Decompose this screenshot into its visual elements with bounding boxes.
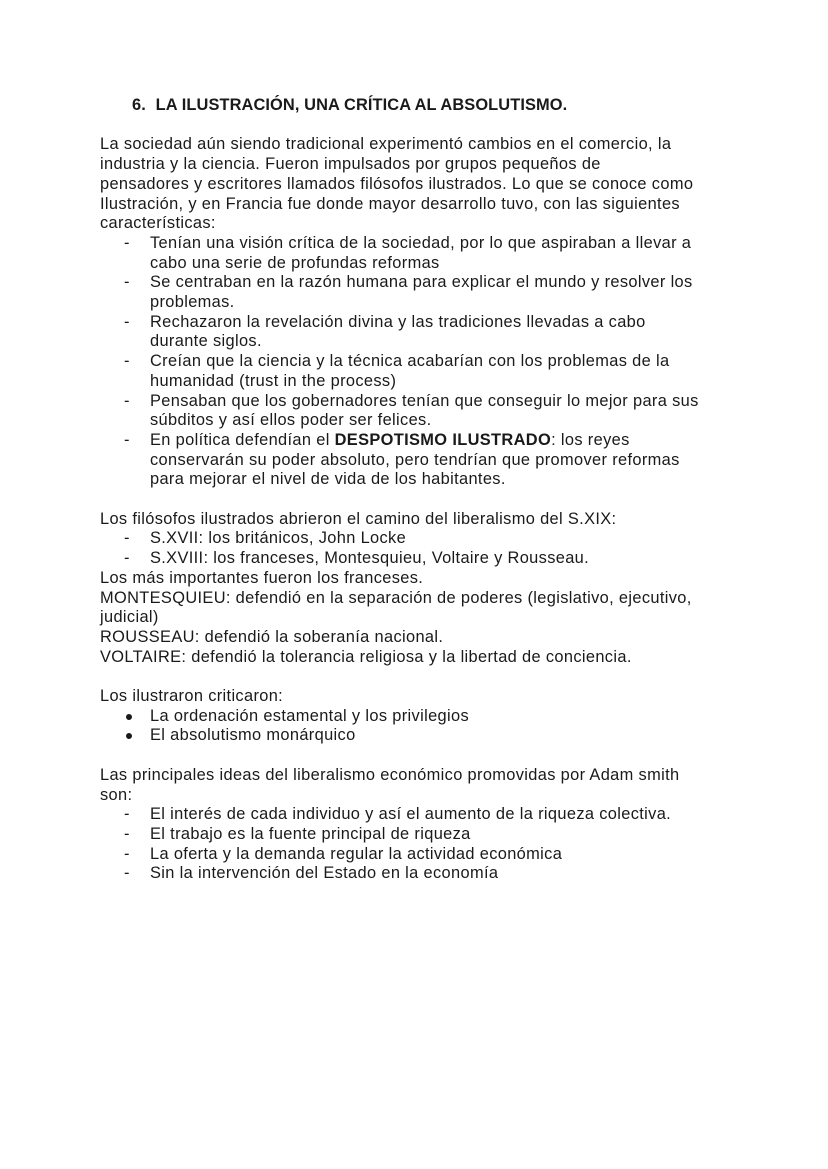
list-item: - El interés de cada individuo y así el aumento de la riqueza colectiva.	[124, 805, 672, 824]
characteristics-list	[100, 234, 740, 490]
text-line: ROUSSEAU: defendió la soberanía nacional.	[100, 627, 444, 646]
list-item: - S.XVIII: los franceses, Montesquieu, Voltaire y Rousseau.	[124, 549, 590, 568]
bold-term: DESPOTISMO ILUSTRADO	[334, 430, 552, 449]
philosophers-list	[100, 529, 740, 568]
philosophers-intro: Los filósofos ilustrados abrieron el camino del liberalismo del S.XIX:	[100, 509, 617, 528]
list-item: - Pensaban que los gobernadores tenían que conseguir lo mejor para sus súbditos y así ellos poder ser felices.	[124, 391, 699, 430]
bullet-icon	[126, 714, 132, 720]
list-item: - Tenían una visión crítica de la sociedad, por lo que aspiraban a llevar a cabo una serie de profundas reformas	[124, 233, 692, 272]
section-heading	[100, 96, 740, 116]
economy-intro: Las principales ideas del liberalismo económico promovidas por Adam smith son:	[100, 765, 680, 804]
list-item: - Creían que la ciencia y la técnica acabarían con los problemas de la humanidad (trust in the process)	[124, 352, 670, 390]
list-item: - Sin la intervención del Estado en la economía	[124, 864, 499, 883]
text-line: VOLTAIRE: defendió la tolerancia religiosa y la libertad de conciencia.	[100, 647, 632, 666]
list-item: - El trabajo es la fuente principal de riqueza	[124, 824, 471, 843]
heading-text: LA ILUSTRACIÓN, UNA CRÍTICA AL ABSOLUTISMO.	[155, 96, 568, 114]
criticism-intro: Los ilustraron criticaron:	[100, 687, 284, 706]
list-item: - Rechazaron la revelación divina y las tradiciones llevadas a cabo durante siglos.	[124, 312, 646, 351]
list-item: La ordenación estamental y los privilegios	[100, 707, 740, 727]
text-line: MONTESQUIEU: defendió en la separación de poderes (legislativo, ejecutivo, judicial)	[100, 588, 692, 627]
text-line: Los más importantes fueron los franceses.	[100, 568, 424, 587]
list-item: - La oferta y la demanda regular la actividad económica	[124, 844, 563, 863]
intro-paragraph: La sociedad aún siendo tradicional experimentó cambios en el comercio, la industria y la ciencia. Fueron impulsados por grupos pequeños de pensadores y escritores llamados filósofos ilustrados. Lo que se conoce como Ilustración, y en Francia fue donde mayor desarrollo tuvo, con las siguientes características:	[100, 135, 694, 233]
list-item: - S.XVII: los británicos, John Locke	[124, 529, 407, 548]
list-item: - Se centraban en la razón humana para explicar el mundo y resolver los problemas.	[124, 273, 693, 312]
list-item: El absolutismo monárquico	[100, 726, 740, 746]
list-item: - En política defendían el DESPOTISMO ILUSTRADO: los reyes conservarán su poder absoluto, pero tendrían que promover reformas para mejorar el nivel de vida de los habitantes.	[124, 430, 680, 489]
criticism-list	[100, 707, 740, 746]
economy-list	[100, 805, 740, 884]
bullet-icon	[126, 733, 132, 739]
heading-number: 6.	[132, 96, 146, 114]
document-page	[100, 96, 740, 884]
